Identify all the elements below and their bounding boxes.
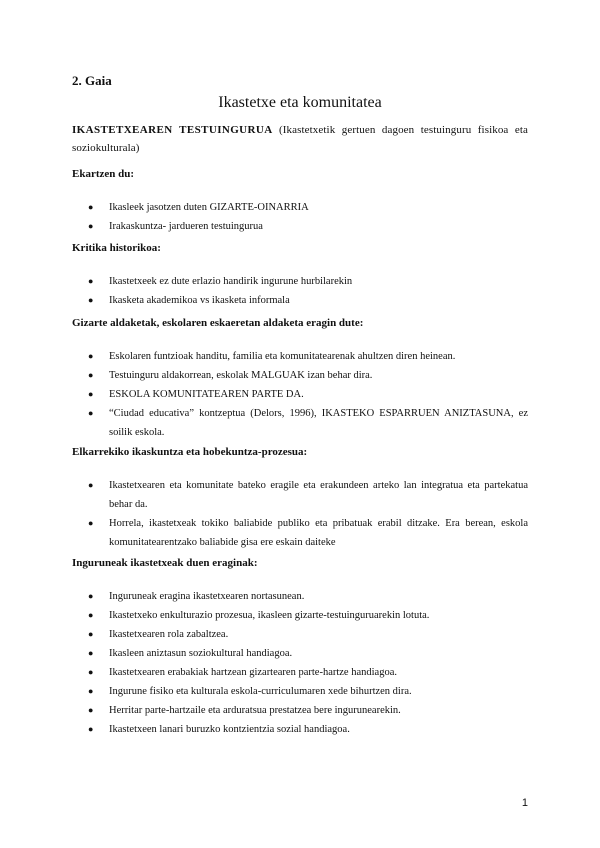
section-heading: Inguruneak ikastetxeak duen eraginak: [72, 557, 258, 569]
list-item: ● Ingurune fisiko eta kulturala eskola-curriculumaren xede bihurtzen dira. [72, 682, 528, 701]
section-ekartzen [72, 165, 528, 236]
bullet-list [72, 476, 528, 552]
intro-text: (Ikastetxetik gertuen dagoen testuinguru fisikoa eta soziokulturala) [72, 124, 528, 154]
list-item: ● Herritar parte-hartzaile eta arduratsua prestatzea bere ingurunearekin. [72, 701, 528, 720]
page-title: Ikastetxe eta komunitatea [218, 94, 382, 111]
bullet-icon: ● [88, 370, 94, 380]
list-item: ● Ikastetxeko enkulturazio prozesua, ikasleen gizarte-testuinguruarekin lotuta. [72, 606, 528, 625]
list-item: ● Ikastetxearen rola zabaltzea. [72, 625, 528, 644]
list-item: ● Ikastetxeen lanari buruzko kontzientzia sozial handiagoa. [72, 720, 528, 739]
section-elkarrekiko [72, 443, 528, 552]
bullet-icon: ● [88, 202, 94, 212]
bullet-list [72, 587, 528, 739]
bullet-icon: ● [88, 610, 94, 620]
bullet-icon: ● [88, 629, 94, 639]
bullet-icon: ● [88, 276, 94, 286]
list-item: ● Ikastetxearen erabakiak hartzean gizartearen parte-hartze handiagoa. [72, 663, 528, 682]
list-item: ● Ikasleek jasotzen duten GIZARTE-OINARRIA [72, 198, 528, 217]
section-heading: Gizarte aldaketak, eskolaren eskaeretan aldaketa eragin dute: [72, 317, 364, 329]
list-item: ● Inguruneak eragina ikastetxearen nortasunean. [72, 587, 528, 606]
list-item: ● “Ciudad educativa” kontzeptua (Delors, 1996), IKASTEKO ESPARRUEN ANIZTASUNA, ez soilik eskola. [72, 404, 528, 442]
bullet-icon: ● [88, 648, 94, 658]
bullet-icon: ● [88, 724, 94, 734]
bullet-list [72, 272, 528, 310]
page-number: 1 [521, 797, 528, 809]
section-heading: Ekartzen du: [72, 168, 135, 180]
bullet-icon: ● [88, 295, 94, 305]
section-heading: Elkarrekiko ikaskuntza eta hobekuntza-prozesua: [72, 446, 308, 458]
chapter-label: 2. Gaia [72, 73, 112, 88]
bullet-icon: ● [88, 686, 94, 696]
list-item: ● Ikasketa akademikoa vs ikasketa informala [72, 291, 528, 310]
list-item: ● Horrela, ikastetxeak tokiko baliabide publiko eta pribatuak erabil ditzake. Era berean, eskola komunitatearentzako baliabide gisa ere eskain daiteke [72, 514, 528, 552]
section-inguruneak [72, 554, 528, 739]
section-kritika [72, 239, 528, 310]
list-item: ● Ikastetxeek ez dute erlazio handirik ingurune hurbilarekin [72, 272, 528, 291]
bullet-icon: ● [88, 351, 94, 361]
bullet-icon: ● [88, 221, 94, 231]
bullet-icon: ● [88, 389, 94, 399]
bullet-list [72, 198, 528, 236]
bullet-icon: ● [88, 705, 94, 715]
bullet-icon: ● [88, 667, 94, 677]
bullet-icon: ● [88, 480, 94, 490]
bullet-icon: ● [88, 408, 94, 418]
list-item: ● Ikastetxearen eta komunitate bateko eragile eta erakundeen arteko lan integratua eta partekatua behar da. [72, 476, 528, 514]
section-heading: Kritika historikoa: [72, 242, 161, 254]
list-item: ● Irakaskuntza- jardueren testuingurua [72, 217, 528, 236]
intro-bold-term: IKASTETXEAREN TESTUINGURUA [72, 124, 273, 136]
list-item: ● Testuinguru aldakorrean, eskolak MALGUAK izan behar dira. [72, 366, 528, 385]
list-item: ● Eskolaren funtzioak handitu, familia eta komunitatearenak ahultzen diren heinean. [72, 347, 528, 366]
bullet-icon: ● [88, 518, 94, 528]
list-item: ● Ikasleen aniztasun soziokultural handiagoa. [72, 644, 528, 663]
section-gizarte-aldaketak [72, 314, 528, 442]
list-item: ● ESKOLA KOMUNITATEAREN PARTE DA. [72, 385, 528, 404]
intro-paragraph [72, 121, 528, 157]
bullet-icon: ● [88, 591, 94, 601]
bullet-list [72, 347, 528, 442]
